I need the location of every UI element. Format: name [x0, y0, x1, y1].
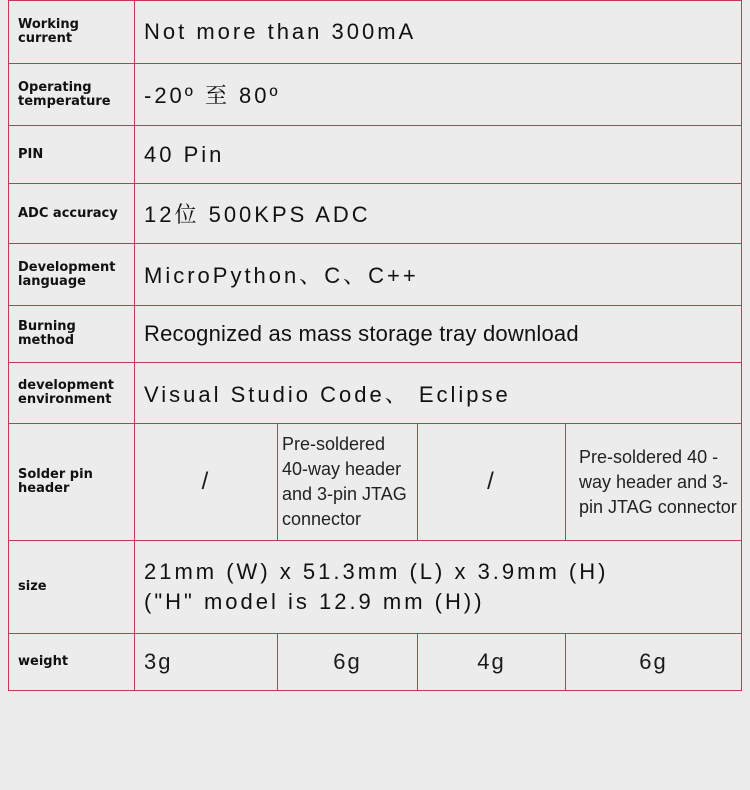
row-solder-pin-header [9, 424, 742, 541]
size-line-1: 21mm (W) x 51.3mm (L) x 3.9mm (H) [144, 559, 609, 584]
label-pin: PIN [9, 126, 135, 184]
value-adc-accuracy: 12位 500KPS ADC [135, 184, 742, 244]
row-development-environment [9, 363, 742, 424]
weight-cell-1: 3g [135, 634, 278, 691]
value-size [135, 541, 742, 634]
solder-cell-2: Pre-soldered 40-way header and 3-pin JTAG connector [278, 424, 418, 541]
spec-table [8, 0, 742, 691]
solder-cell-4: Pre-soldered 40 -way header and 3-pin JTAG connector [566, 424, 742, 541]
weight-cell-3: 4g [418, 634, 566, 691]
label-burning-method: Burning method [9, 306, 135, 363]
row-size [9, 541, 742, 634]
label-working-current: Working current [9, 1, 135, 64]
value-development-language: MicroPython、C、C++ [135, 244, 742, 306]
row-development-language [9, 244, 742, 306]
value-operating-temperature: -20º 至 80º [135, 64, 742, 126]
label-solder-pin-header: Solder pin header [9, 424, 135, 541]
row-pin [9, 126, 742, 184]
row-burning-method [9, 306, 742, 363]
label-adc-accuracy: ADC accuracy [9, 184, 135, 244]
value-development-environment: Visual Studio Code、 Eclipse [135, 363, 742, 424]
label-development-language: Development language [9, 244, 135, 306]
label-size: size [9, 541, 135, 634]
size-line-2: ("H" model is 12.9 mm (H)) [144, 589, 485, 614]
value-pin: 40 Pin [135, 126, 742, 184]
solder-cell-1: / [135, 424, 278, 541]
row-operating-temperature [9, 64, 742, 126]
label-development-environment: development environment [9, 363, 135, 424]
row-working-current [9, 1, 742, 64]
value-burning-method: Recognized as mass storage tray download [135, 306, 742, 363]
label-operating-temperature: Operating temperature [9, 64, 135, 126]
row-weight [9, 634, 742, 691]
row-adc-accuracy [9, 184, 742, 244]
label-weight: weight [9, 634, 135, 691]
weight-cell-4: 6g [566, 634, 742, 691]
value-working-current: Not more than 300mA [135, 1, 742, 64]
weight-cell-2: 6g [278, 634, 418, 691]
solder-cell-3: / [418, 424, 566, 541]
